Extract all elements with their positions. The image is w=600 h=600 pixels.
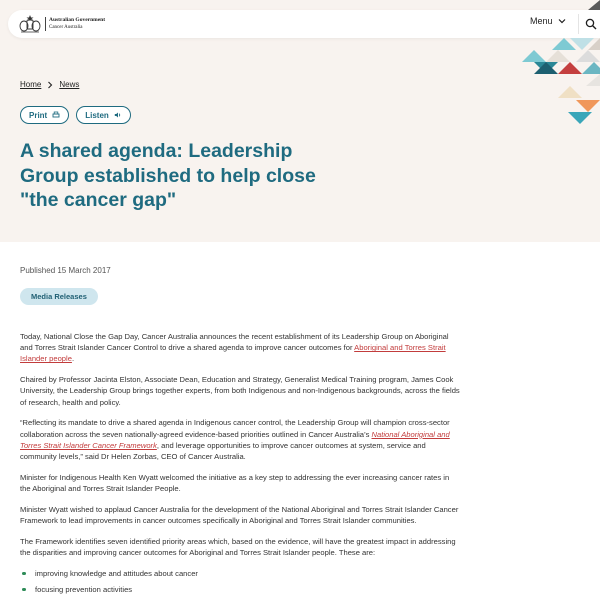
breadcrumb bbox=[20, 80, 79, 89]
priority-list bbox=[20, 568, 460, 595]
paragraph-text: , and leverage opportunities to improve cancer outcomes at system, service and community levels,” said Dr Helen Zorbas, CEO of Cancer Australia. bbox=[20, 440, 426, 462]
site-header bbox=[8, 10, 600, 38]
breadcrumb-news-link[interactable]: News bbox=[59, 80, 80, 89]
category-tag[interactable]: Media Releases bbox=[20, 288, 98, 305]
logo-org-text: Cancer Australia bbox=[49, 25, 83, 30]
list-item-text: focusing prevention activities bbox=[35, 584, 133, 594]
list-item bbox=[20, 568, 460, 579]
framework-link[interactable]: National Aboriginal and Torres Strait Islander Cancer Framework bbox=[20, 429, 450, 450]
listen-label: Listen bbox=[85, 110, 109, 120]
paragraph: Chaired by Professor Jacinta Elston, Associate Dean, Education and Strategy, Generalist Medical Training program, James Cook University, the Leadership Group brings together experts, from both Indigenous and non-Indigenous backgrounds, across the fields of research, health and policy. bbox=[20, 375, 460, 407]
paragraph: Minister for Indigenous Health Ken Wyatt welcomed the initiative as a key step to addressing the ever increasing cancer rates in the Aboriginal and Torres Strait Islander People. bbox=[20, 472, 450, 494]
bullet-icon bbox=[22, 588, 26, 592]
bullet-icon bbox=[22, 572, 26, 576]
article-body bbox=[20, 331, 460, 599]
paragraph-text: . bbox=[71, 354, 75, 364]
breadcrumb-home-link[interactable]: Home bbox=[20, 80, 42, 89]
print-button[interactable] bbox=[20, 106, 69, 124]
list-item bbox=[20, 584, 460, 595]
coat-of-arms-icon bbox=[18, 14, 42, 34]
print-label: Print bbox=[29, 110, 48, 120]
page-actions bbox=[20, 106, 138, 124]
print-icon bbox=[52, 111, 60, 119]
decorative-triangle-pattern bbox=[518, 0, 600, 130]
speaker-icon bbox=[114, 111, 122, 119]
paragraph bbox=[20, 417, 460, 462]
logo-government-text: Australian Government bbox=[49, 17, 106, 23]
site-logo[interactable] bbox=[18, 14, 105, 34]
page-title: A shared agenda: Leadership Group established to help close "the cancer gap" bbox=[20, 140, 316, 211]
paragraph: The Framework identifies seven identified priority areas which, based on the evidence, will have the greatest impact in addressing the disparities and improving cancer outcomes for Aboriginal and Torres Strait Islander people. These are: bbox=[20, 536, 456, 558]
published-date: Published 15 March 2017 bbox=[20, 266, 111, 275]
chevron-right-icon bbox=[46, 81, 54, 89]
list-item-text: improving knowledge and attitudes about cancer bbox=[35, 568, 198, 578]
paragraph: Minister Wyatt wished to applaud Cancer Australia for the development of the National Aboriginal and Torres Strait Islander Cancer Framework to lead improvements in cancer outcomes specifically in Aboriginal and Torres Strait Islander communities. bbox=[20, 504, 459, 526]
paragraph bbox=[20, 331, 460, 365]
paragraph-text: Today, National Close the Gap Day, Cancer Australia announces the recent establishment of its Leadership Group on Aboriginal and Torres Strait Islander Cancer Control to drive a shared agenda to improve cancer outcomes for bbox=[20, 332, 449, 353]
paragraph-text: “Reflecting its mandate to drive a shared agenda in Indigenous cancer control, the Leadership Group will champion cross-sector collaboration across the seven nationally-agreed evidence-based priorities outlined in Cancer Australia’s bbox=[20, 418, 450, 439]
listen-button[interactable] bbox=[76, 106, 131, 124]
menu-label: Menu bbox=[530, 16, 553, 26]
indigenous-people-link[interactable]: Aboriginal and Torres Strait Islander people bbox=[20, 343, 446, 364]
